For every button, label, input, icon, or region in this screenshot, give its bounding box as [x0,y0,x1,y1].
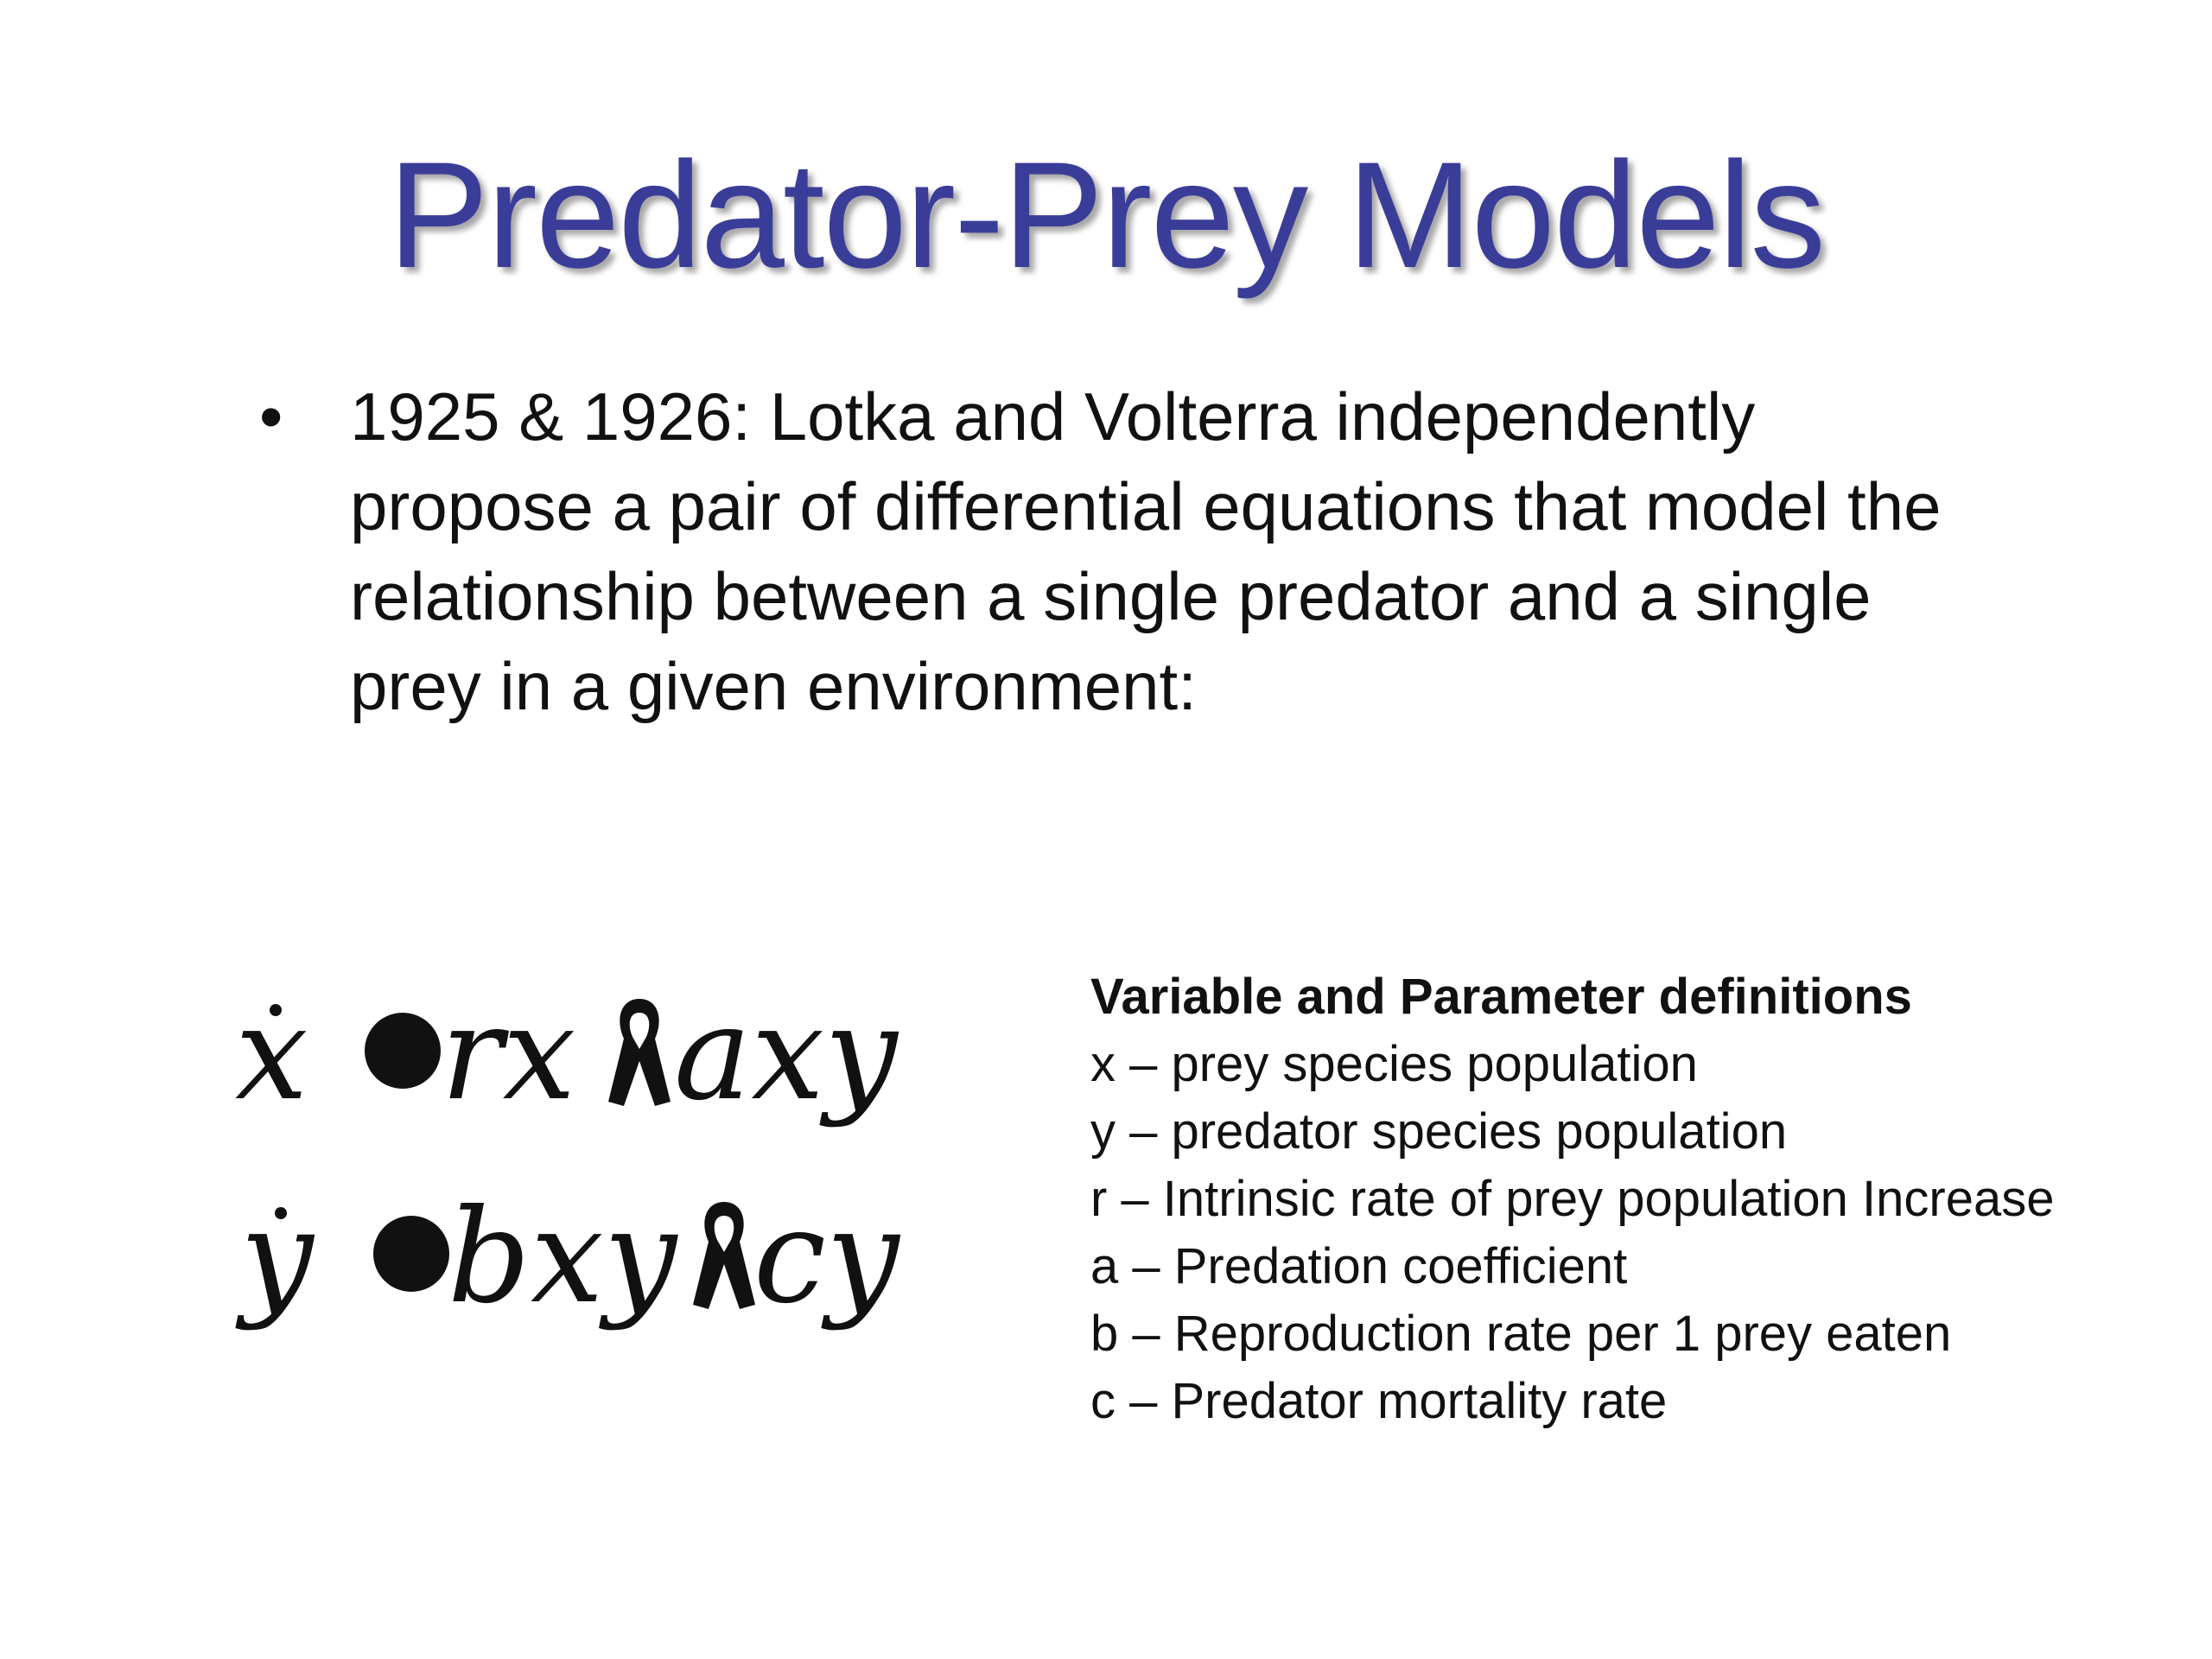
slide-title: Predator-Prey Models [387,131,1825,300]
definitions-panel [1090,963,2205,1435]
definition-item: c – Predator mortality rate [1090,1373,1668,1429]
bullet-marker: • [259,378,283,454]
equation-lhs: x [235,979,308,1129]
equations [225,968,916,1357]
definition-item: y – predator species population [1090,1103,1788,1160]
ribbon-icon [690,1197,759,1313]
filled-circle-icon [365,1013,441,1089]
equation-term-1: bxy [448,1182,677,1332]
definitions-heading: Variable and Parameter definitions [1090,969,1912,1025]
definition-item: x – prey species population [1090,1036,1698,1092]
definition-item: a – Predation coefficient [1090,1238,1628,1294]
definition-item: b – Reproduction rate per 1 prey eaten [1090,1306,1952,1362]
definition-item: r – Intrinsic rate of prey population Increase [1090,1171,2055,1227]
filled-circle-icon [373,1216,449,1292]
equation-lhs: y [240,1182,314,1332]
equation-term-2: axy [674,979,898,1129]
equation-term-2: cy [753,1182,899,1332]
ribbon-icon [605,994,674,1110]
bullet-text: 1925 & 1926: Lotka and Volterra independently propose a pair of differential equations that model the relationship between a single predator and a single prey in a given environment: [350,378,1942,724]
equation-term-1: rx [441,979,576,1129]
